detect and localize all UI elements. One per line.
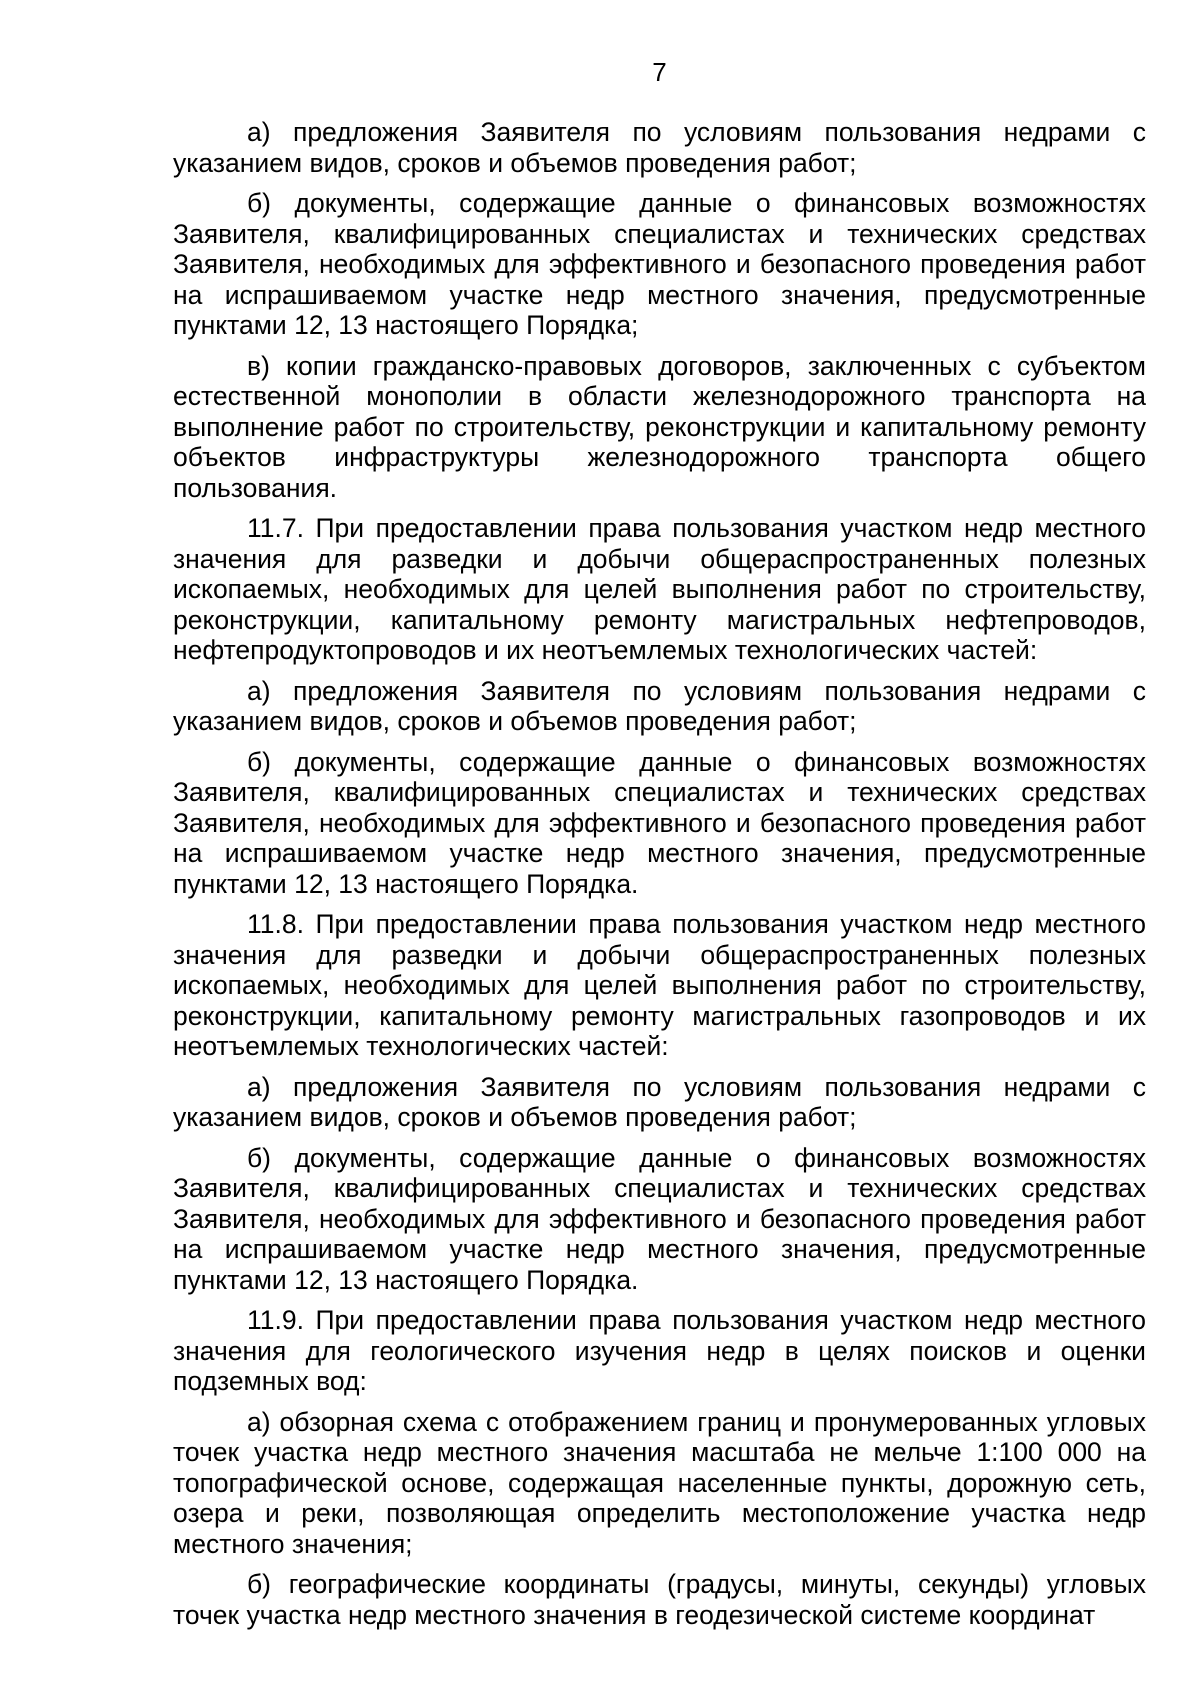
clause-11-9: 11.9. При предоставлении права пользования участком недр местного значения для геологического изучения недр в целях поисков и оценки подземных вод: <box>173 1305 1146 1396</box>
paragraph-b-documents: б) документы, содержащие данные о финансовых возможностях Заявителя, квалифицированных специалистах и технических средствах Заявителя, необходимых для эффективного и безопасного проведения работ на испрашиваемом участке недр местного значения, предусмотренные пунктами 12, 13 настоящего Порядка. <box>173 746 1146 899</box>
document-body <box>173 117 1146 1640</box>
paragraph-a-map-scheme: а) обзорная схема с отображением границ и пронумерованных угловых точек участка недр местного значения масштаба не мельче 1:100 000 на топографической основе, содержащая населенные пункты, дорожную сеть, озера и реки, позволяющая определить местоположение участка недр местного значения; <box>173 1406 1146 1559</box>
paragraph-a-conditions: а) предложения Заявителя по условиям пользования недрами с указанием видов, сроков и объемов проведения работ; <box>173 675 1146 736</box>
paragraph-v-contracts: в) копии гражданско-правовых договоров, заключенных с субъектом естественной монополии в области железнодорожного транспорта на выполнение работ по строительству, реконструкции и капитальному ремонту объектов инфраструктуры железнодорожного транспорта общего пользования. <box>173 350 1146 503</box>
clause-11-7: 11.7. При предоставлении права пользования участком недр местного значения для разведки и добычи общераспространенных полезных ископаемых, необходимых для целей выполнения работ по строительству, реконструкции, капитальному ремонту магистральных нефтепроводов, нефтепродуктопроводов и их неотъемлемых технологических частей: <box>173 513 1146 665</box>
paragraph-b-documents: б) документы, содержащие данные о финансовых возможностях Заявителя, квалифицированных специалистах и технических средствах Заявителя, необходимых для эффективного и безопасного проведения работ на испрашиваемом участке недр местного значения, предусмотренные пунктами 12, 13 настоящего Порядка. <box>173 1142 1146 1295</box>
paragraph-a-conditions: а) предложения Заявителя по условиям пользования недрами с указанием видов, сроков и объемов проведения работ; <box>173 117 1146 178</box>
clause-11-8: 11.8. При предоставлении права пользования участком недр местного значения для разведки и добычи общераспространенных полезных ископаемых, необходимых для целей выполнения работ по строительству, реконструкции, капитальному ремонту магистральных газопроводов и их неотъемлемых технологических частей: <box>173 909 1146 1061</box>
paragraph-b-documents: б) документы, содержащие данные о финансовых возможностях Заявителя, квалифицированных специалистах и технических средствах Заявителя, необходимых для эффективного и безопасного проведения работ на испрашиваемом участке недр местного значения, предусмотренные пунктами 12, 13 настоящего Порядка; <box>173 188 1146 340</box>
paragraph-a-conditions: а) предложения Заявителя по условиям пользования недрами с указанием видов, сроков и объемов проведения работ; <box>173 1071 1146 1132</box>
paragraph-b-coordinates: б) географические координаты (градусы, минуты, секунды) угловых точек участка недр местного значения в геодезической системе координат <box>173 1569 1146 1630</box>
page-number: 7 <box>652 57 667 87</box>
